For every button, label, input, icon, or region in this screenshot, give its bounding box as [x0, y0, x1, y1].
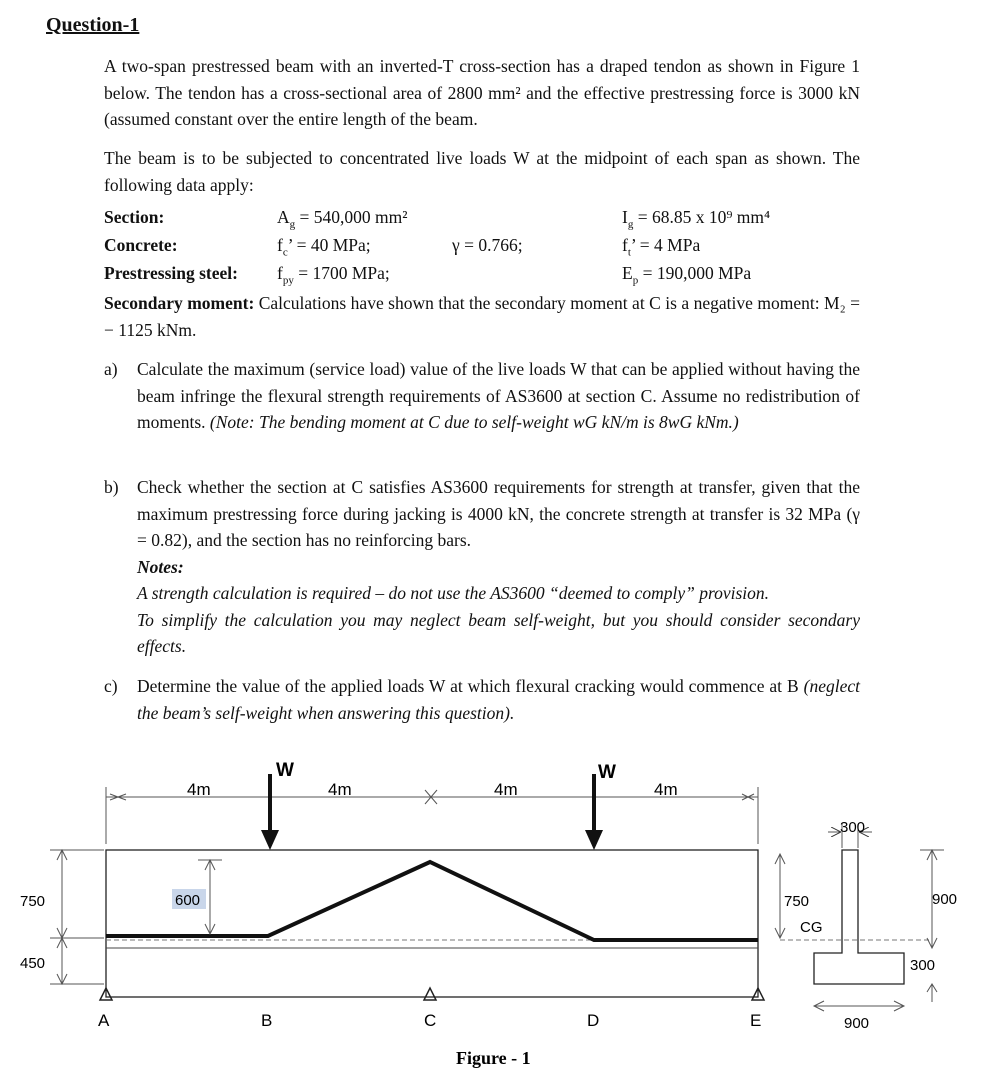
point-label-d: D — [587, 1011, 600, 1030]
section-inertia: $I_g = 68.85$ x 10⁹ mm⁴ — [622, 207, 771, 231]
dim-cs-top-width: 300 — [840, 819, 866, 836]
dim-cs-cg: 750 — [784, 893, 810, 910]
question-a-note: (Note: The bending moment at C due to self-weight wG kN/m is 8wG kNm.) — [209, 412, 739, 432]
secondary-text: Calculations have shown that the secondary moment at C is a negative moment: M₂ = − 1125 kNm. — [104, 293, 860, 340]
dim-cs-height: 900 — [932, 891, 958, 908]
page-title: Question-1 — [46, 14, 140, 36]
load-label-d: W — [598, 762, 616, 783]
point-label-b: B — [261, 1011, 273, 1030]
concrete-row — [104, 235, 860, 261]
question-b-note-2: To simplify the calculation you may neglect beam self-weight, but you should consider secondary effects. — [137, 609, 860, 656]
steel-label: Prestressing steel: — [104, 263, 238, 283]
question-b-note-1: A strength calculation is required – do not use the AS3600 “deemed to comply” provision. — [137, 583, 770, 603]
support-label-e: E — [750, 1011, 762, 1030]
figure-1 — [0, 744, 1006, 1084]
intro-paragraph-2: The beam is to be subjected to concentrated live loads W at the midpoint of each span as shown. The following data apply: — [104, 148, 860, 195]
load-label-b: W — [276, 760, 294, 781]
question-b-text: Check whether the section at C satisfies AS3600 requirements for strength at transfer, given that the maximum prestressing force during jacking is 4000 kN, the concrete strength at transfer is 32 MPa (γ = 0.82), and the section has no reinforcing bars. — [137, 477, 860, 550]
span-label-bc: 4m — [328, 780, 352, 799]
steel-ep: $E_p = 190,000$ MPa — [622, 263, 752, 287]
support-c — [424, 988, 436, 1000]
support-label-a: A — [98, 1011, 110, 1030]
question-c-text: Determine the value of the applied loads W at which flexural cracking would commence at B — [137, 676, 799, 696]
question-a-label: a) — [104, 359, 118, 379]
dim-750-left: 750 — [20, 893, 46, 910]
question-a-text: Calculate the maximum (service load) value of the live loads W that can be applied without having the beam infringe the flexural strength requirements of AS3600 at section C. Assume no redistribution of moments. — [137, 359, 860, 432]
tendon-drop-label: 600 — [175, 892, 201, 909]
section-area: $A_g = 540,000$ mm² — [277, 207, 408, 231]
secondary-label: Secondary moment: — [104, 293, 255, 313]
figure-caption: Figure - 1 — [456, 1048, 531, 1068]
secondary-moment — [104, 290, 860, 343]
concrete-gamma: γ = 0.766; — [452, 235, 523, 255]
question-c-italic: (neglect the beam’s self-weight when answering this question). — [137, 676, 861, 723]
load-arrow-b — [261, 760, 294, 850]
dim-cs-bottom-width: 900 — [844, 1015, 870, 1032]
concrete-label: Concrete: — [104, 235, 178, 255]
question-c-label: c) — [104, 676, 118, 696]
steel-fpy: $f_{py} = 1700$ MPa; — [277, 263, 390, 287]
dim-cs-flange: 300 — [910, 957, 936, 974]
steel-row — [104, 263, 860, 289]
question-b-label: b) — [104, 477, 119, 497]
concrete-ft: $f_t$’ = 4 MPa — [622, 235, 701, 259]
beam-elevation — [106, 850, 758, 997]
intro-paragraph: A two-span prestressed beam with an inverted-T cross-section has a draped tendon as shown in Figure 1 below. The tendon has a cross-sectional area of 2800 mm² and the effective prestressing force is 3000 kN (assumed constant over the entire length of the beam. — [104, 56, 860, 129]
dim-450-left: 450 — [20, 955, 46, 972]
load-arrow-d — [585, 762, 616, 850]
support-label-c: C — [424, 1011, 437, 1030]
cg-label: CG — [800, 919, 823, 936]
span-label-de: 4m — [654, 780, 678, 799]
span-label-ab: 4m — [187, 780, 211, 799]
section-label: Section: — [104, 207, 165, 227]
section-row — [104, 207, 860, 233]
question-b-notes-label: Notes: — [137, 556, 184, 577]
concrete-fc: $f_c$’ = 40 MPa; — [277, 235, 371, 259]
cross-section-inverted-t — [814, 850, 904, 984]
span-label-cd: 4m — [494, 780, 518, 799]
